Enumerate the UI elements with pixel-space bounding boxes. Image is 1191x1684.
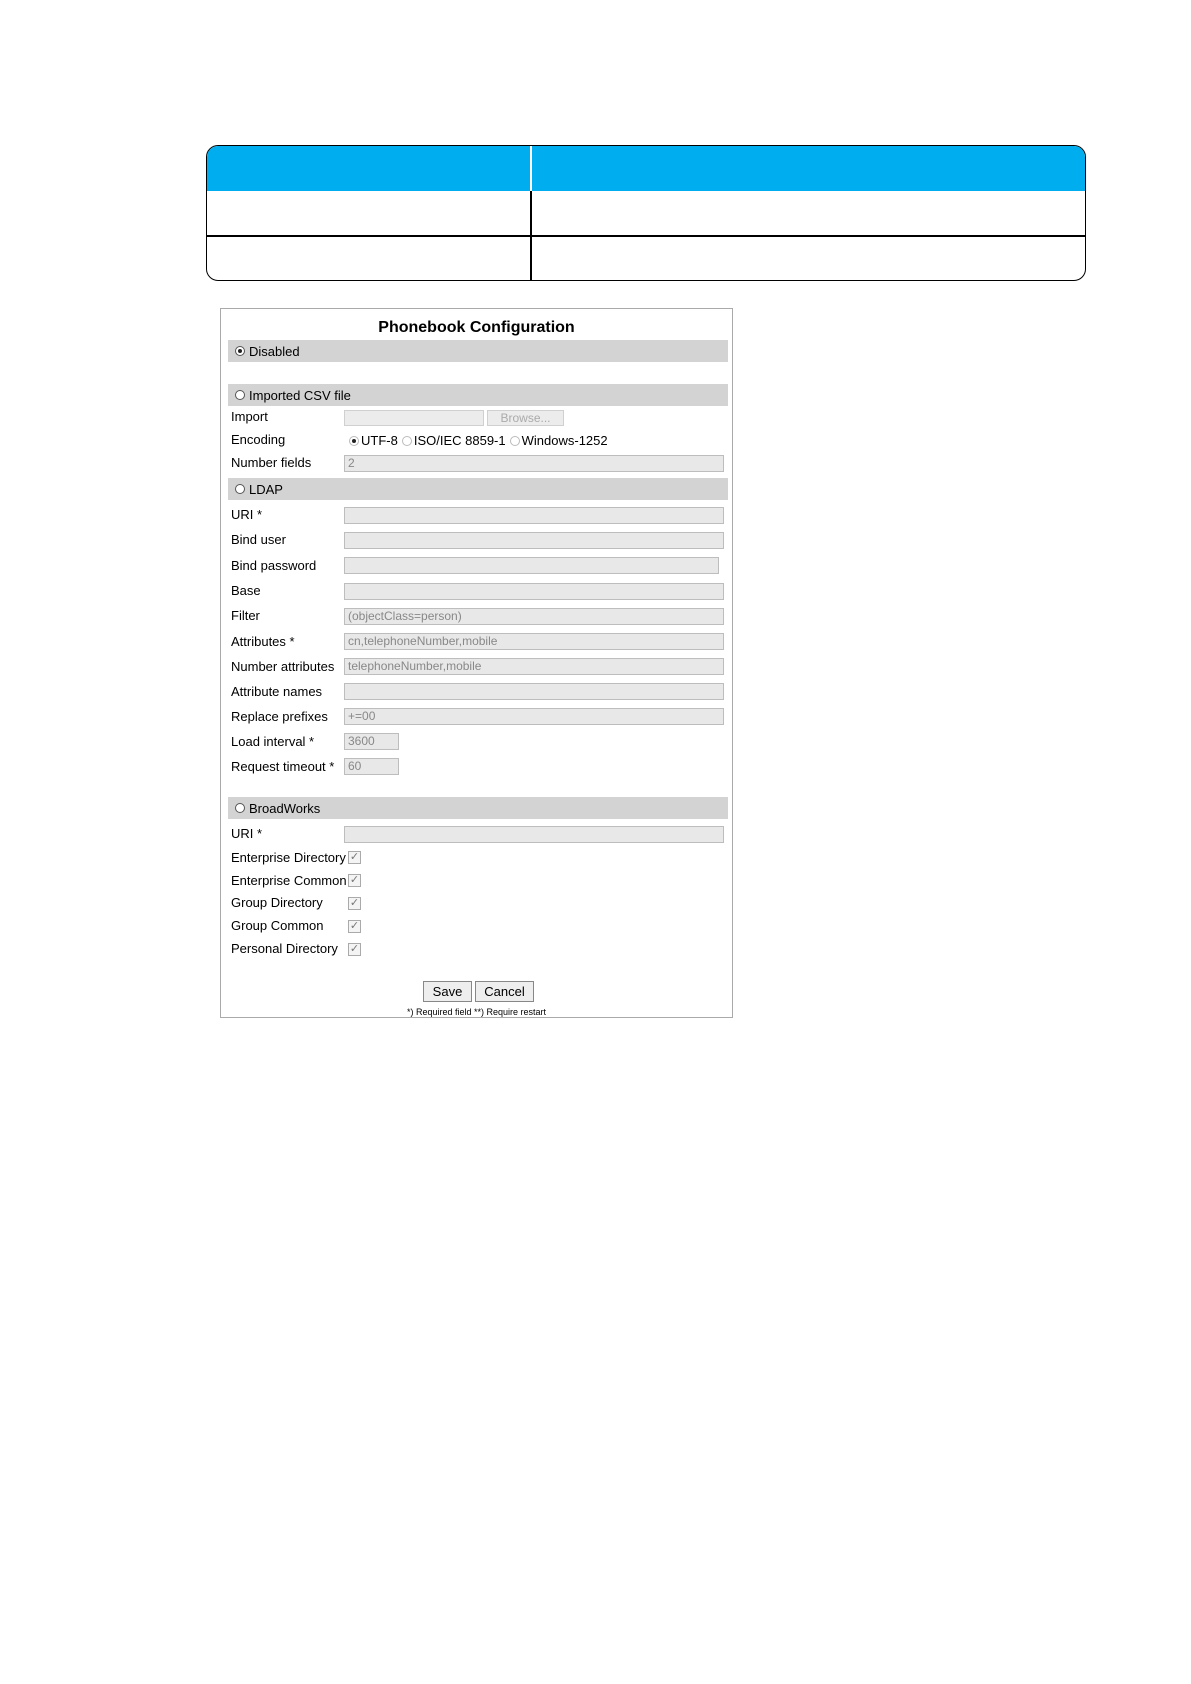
load-interval-label: Load interval * <box>231 734 315 749</box>
group-common-checkbox[interactable]: ✓ <box>349 920 360 932</box>
group-common-label: Group Common <box>231 918 324 933</box>
import-label: Import <box>231 409 268 424</box>
broadworks-label: BroadWorks <box>249 800 321 816</box>
number-fields-label: Number fields <box>231 455 312 470</box>
ldap-uri-label: URI * <box>231 507 263 522</box>
encoding-options <box>347 433 608 448</box>
group-directory-label: Group Directory <box>231 895 323 910</box>
number-attributes-label: Number attributes <box>231 659 335 674</box>
phonebook-configuration-panel <box>220 308 733 1018</box>
enterprise-common-checkbox[interactable]: ✓ <box>349 874 360 886</box>
broadworks-uri-label: URI * <box>231 826 263 841</box>
ldap-radio[interactable] <box>235 484 245 494</box>
group-directory-checkbox[interactable]: ✓ <box>349 897 360 909</box>
encoding-utf8-label: UTF-8 <box>361 433 398 448</box>
footnote: *) Required field **) Require restart <box>406 1007 547 1017</box>
attributes-label: Attributes * <box>231 634 295 649</box>
enterprise-common-label: Enterprise Common <box>231 873 347 888</box>
attribute-names-input[interactable] <box>344 683 724 700</box>
encoding-utf8-radio[interactable] <box>349 436 359 446</box>
section-broadworks[interactable] <box>228 797 728 819</box>
encoding-windows-radio[interactable] <box>510 436 520 446</box>
ldap-label: LDAP <box>249 481 283 497</box>
browse-button[interactable]: Browse... <box>487 410 564 426</box>
base-label: Base <box>231 583 261 598</box>
section-disabled[interactable] <box>228 340 728 362</box>
replace-prefixes-input[interactable]: +=00 <box>344 708 724 725</box>
csv-label: Imported CSV file <box>249 387 351 403</box>
cancel-button[interactable]: Cancel <box>475 981 534 1002</box>
broadworks-uri-input[interactable] <box>344 826 724 843</box>
personal-directory-label: Personal Directory <box>231 941 338 956</box>
personal-directory-checkbox[interactable]: ✓ <box>349 943 360 955</box>
encoding-label: Encoding <box>231 432 286 447</box>
document-table <box>206 145 1086 281</box>
ldap-uri-input[interactable] <box>344 507 724 524</box>
save-button[interactable]: Save <box>423 981 472 1002</box>
disabled-radio[interactable] <box>235 346 245 356</box>
import-file-field[interactable] <box>344 410 484 426</box>
number-attributes-input[interactable]: telephoneNumber,mobile <box>344 658 724 675</box>
encoding-iso-radio[interactable] <box>402 436 412 446</box>
attributes-input[interactable]: cn,telephoneNumber,mobile <box>344 633 724 650</box>
encoding-iso-label: ISO/IEC 8859-1 <box>413 433 506 448</box>
request-timeout-label: Request timeout * <box>231 759 335 774</box>
request-timeout-input[interactable]: 60 <box>344 758 399 775</box>
filter-label: Filter <box>231 608 260 623</box>
page-title: Phonebook Configuration <box>378 319 575 336</box>
enterprise-directory-checkbox[interactable]: ✓ <box>349 851 360 863</box>
section-ldap[interactable] <box>228 478 728 500</box>
broadworks-radio[interactable] <box>235 803 245 813</box>
filter-input[interactable]: (objectClass=person) <box>344 608 724 625</box>
number-fields-input[interactable]: 2 <box>344 455 724 472</box>
bind-user-input[interactable] <box>344 532 724 549</box>
section-csv[interactable] <box>228 384 728 406</box>
csv-radio[interactable] <box>235 390 245 400</box>
load-interval-input[interactable]: 3600 <box>344 733 399 750</box>
bind-password-input[interactable] <box>344 557 719 574</box>
bind-password-label: Bind password <box>231 558 317 573</box>
attribute-names-label: Attribute names <box>231 684 323 699</box>
encoding-windows-label: Windows-1252 <box>521 433 608 448</box>
replace-prefixes-label: Replace prefixes <box>231 709 328 724</box>
base-input[interactable] <box>344 583 724 600</box>
enterprise-directory-label: Enterprise Directory <box>231 850 346 865</box>
table-header-divider <box>530 146 532 191</box>
table-header-row <box>207 146 1085 191</box>
table-row-divider <box>207 235 1085 237</box>
disabled-label: Disabled <box>249 343 300 359</box>
bind-user-label: Bind user <box>231 532 286 547</box>
